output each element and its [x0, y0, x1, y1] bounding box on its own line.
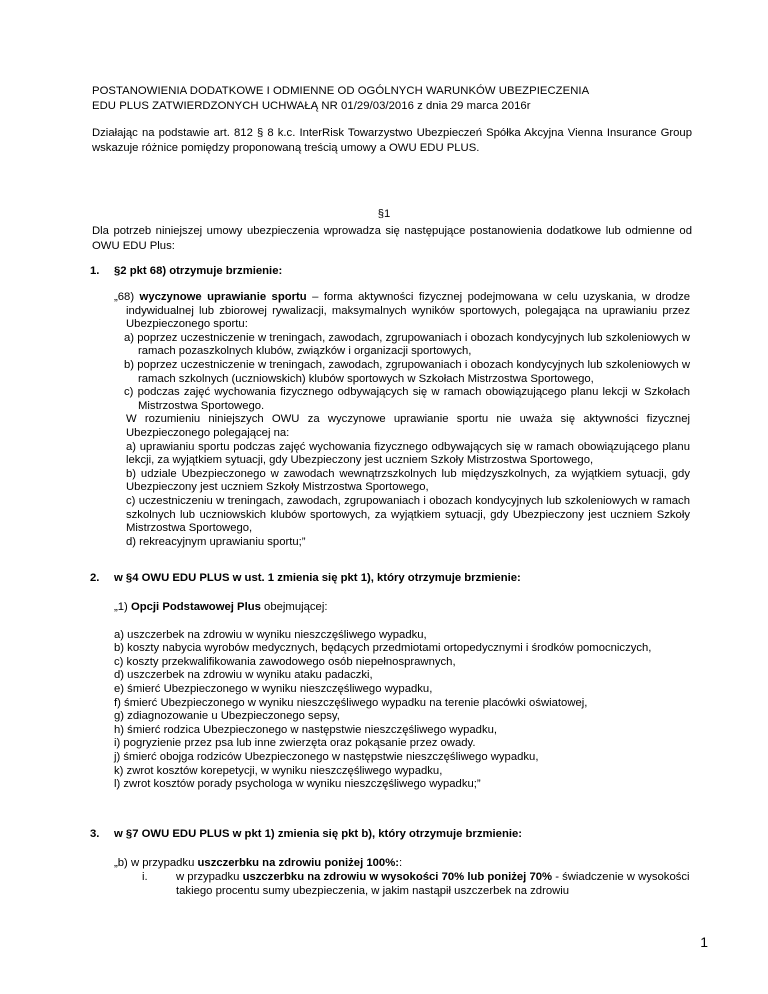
- title-line-1: POSTANOWIENIA DODATKOWE I ODMIENNE OD OGÓLNYCH WARUNKÓW UBEZPIECZENIA: [92, 85, 590, 97]
- definition-text: – forma aktywności fizycznej podejmowana w celu uzyskania, w drodze indywidualnej lub zbiorowej rywalizacji, maksymalnych wyników sportowych, polegająca na uprawianiu przez Ubezpieczonego sportu:: [126, 291, 690, 331]
- list-item: f) śmierć Ubezpieczonego w wyniku nieszczęśliwego wypadku na terenie placówki oświatowej,: [114, 696, 588, 709]
- list-item: c) koszty przekwalifikowania zawodowego osób niepełnosprawnych,: [114, 655, 456, 668]
- roman-text: w przypadku uszczerbku na zdrowiu w wysokości 70% lub poniżej 70% - świadczenie w wysokości takiego procentu sumy ubezpieczenia, w jakim nastąpił uszczerbek na zdrowiu: [176, 871, 690, 897]
- list-item: b) poprzez uczestniczenie w treningach, zawodach, zgrupowaniach i obozach kondycyjnych lub szkoleniowych w ramach szkolnych (uczniowskich) klubów sportowych w Szkołach Mistrzostwa Sportowego,: [124, 358, 690, 385]
- document-title: [92, 84, 692, 114]
- list-item: a) poprzez uczestniczenie w treningach, zawodach, zgrupowaniach i obozach kondycyjnych lub szkoleniowych w ramach pozaszkolnych klubów, związków i organizacji sportowych,: [124, 331, 690, 358]
- list-item: a) uszczerbek na zdrowiu w wyniku nieszczęśliwego wypadku,: [114, 628, 427, 641]
- list-item: b) koszty nabycia wyrobów medycznych, będących przedmiotami ortopedycznymi i środków pomocniczych,: [114, 642, 652, 655]
- roman-number: i.: [142, 871, 148, 883]
- section-number: 1.: [90, 265, 100, 277]
- section-body: [114, 291, 690, 549]
- section-heading: w §7 OWU EDU PLUS w pkt 1) zmienia się pkt b), który otrzymuje brzmienie:: [114, 828, 523, 840]
- list-item: c) podczas zajęć wychowania fizycznego odbywających się w ramach obowiązującego planu lekcji w Szkołach Mistrzostwa Sportowego.: [124, 386, 690, 412]
- list-item: b) udziale Ubezpieczonego w zawodach wewnątrzszkolnych lub międzyszkolnych, za wyjątkiem sytuacji, gdy Ubezpieczony jest uczniem Szkoły Mistrzostwa Sportowego,: [126, 467, 690, 494]
- section-body: [114, 857, 690, 871]
- lead-paragraph: Dla potrzeb niniejszej umowy ubezpieczenia wprowadza się następujące postanowienia dodatkowe lub odmienne od OWU EDU Plus:: [92, 225, 692, 252]
- defined-term: Opcji Podstawowej Plus: [130, 601, 261, 613]
- definition-text: obejmującej:: [260, 601, 328, 613]
- section-mark: §1: [377, 208, 391, 220]
- defined-term: wyczynowe uprawianie sportu: [139, 291, 307, 303]
- section-number: 2.: [90, 572, 100, 584]
- quote-open: „68): [114, 291, 140, 303]
- quote-open: „b) w przypadku: [114, 857, 198, 869]
- list-item: g) zdiagnozowanie u Ubezpieczonego sepsy,: [114, 710, 340, 723]
- section-heading: w §4 OWU EDU PLUS w ust. 1 zmienia się pkt 1), który otrzymuje brzmienie:: [114, 572, 521, 584]
- list-item: h) śmierć rodzica Ubezpieczonego w następstwie nieszczęśliwego wypadku,: [114, 723, 498, 736]
- section-number: 3.: [90, 828, 100, 840]
- title-line-2: EDU PLUS ZATWIERDZONYCH UCHWAŁĄ NR 01/29/03/2016 z dnia 29 marca 2016r: [92, 100, 531, 112]
- definition-text: :: [399, 857, 403, 869]
- list-item: l) zwrot kosztów porady psychologa w wyniku nieszczęśliwego wypadku;”: [114, 778, 481, 791]
- quote-open: „1): [114, 601, 131, 613]
- defined-term: uszczerbku na zdrowiu poniżej 100%:: [197, 857, 400, 869]
- list-item: a) uprawianiu sportu podczas zajęć wychowania fizycznego odbywających się w ramach obowiązującego planu lekcji, za wyjątkiem sytuacji, gdy Ubezpieczony jest uczniem Szkoły Mistrzostwa Sportowego,: [126, 440, 690, 467]
- exclusion-intro: W rozumieniu niniejszych OWU za wyczynowe uprawianie sportu nie uważa się aktywności fizycznej Ubezpieczonego polegającej na:: [126, 413, 690, 439]
- list-item: d) uszczerbek na zdrowiu w wyniku ataku padaczki,: [114, 669, 373, 682]
- page-number: 1: [700, 934, 708, 950]
- section-body: [114, 601, 690, 792]
- emphasis: uszczerbku na zdrowiu w wysokości 70% lub poniżej 70%: [242, 871, 553, 883]
- list-item: d) rekreacyjnym uprawianiu sportu;”: [126, 535, 306, 548]
- list-item: c) uczestniczeniu w treningach, zawodach, zgrupowaniach i obozach kondycyjnych lub szkoleniowych w ramach szkolnych lub uczniowskich klubów sportowych, za wyjątkiem sytuacji, gdy Ubezpieczony jest uczniem Szkoły Mistrzostwa Sportowego,: [126, 494, 690, 535]
- coverage-list: [114, 629, 690, 792]
- section-heading: §2 pkt 68) otrzymuje brzmienie:: [114, 265, 283, 277]
- list-item: k) zwrot kosztów korepetycji, w wyniku nieszczęśliwego wypadku,: [114, 764, 443, 777]
- list-item: j) śmierć obojga rodziców Ubezpieczonego w następstwie nieszczęśliwego wypadku,: [114, 750, 539, 763]
- list-item: e) śmierć Ubezpieczonego w wyniku nieszczęśliwego wypadku,: [114, 682, 433, 695]
- list-item: i) pogryzienie przez psa lub inne zwierzęta oraz pokąsanie przez owady.: [114, 737, 476, 750]
- intro-paragraph: Działając na podstawie art. 812 § 8 k.c. InterRisk Towarzystwo Ubezpieczeń Spółka Akcyjna Vienna Insurance Group wskazuje różnice pomiędzy proponowaną treścią umowy a OWU EDU PLUS.: [92, 127, 692, 154]
